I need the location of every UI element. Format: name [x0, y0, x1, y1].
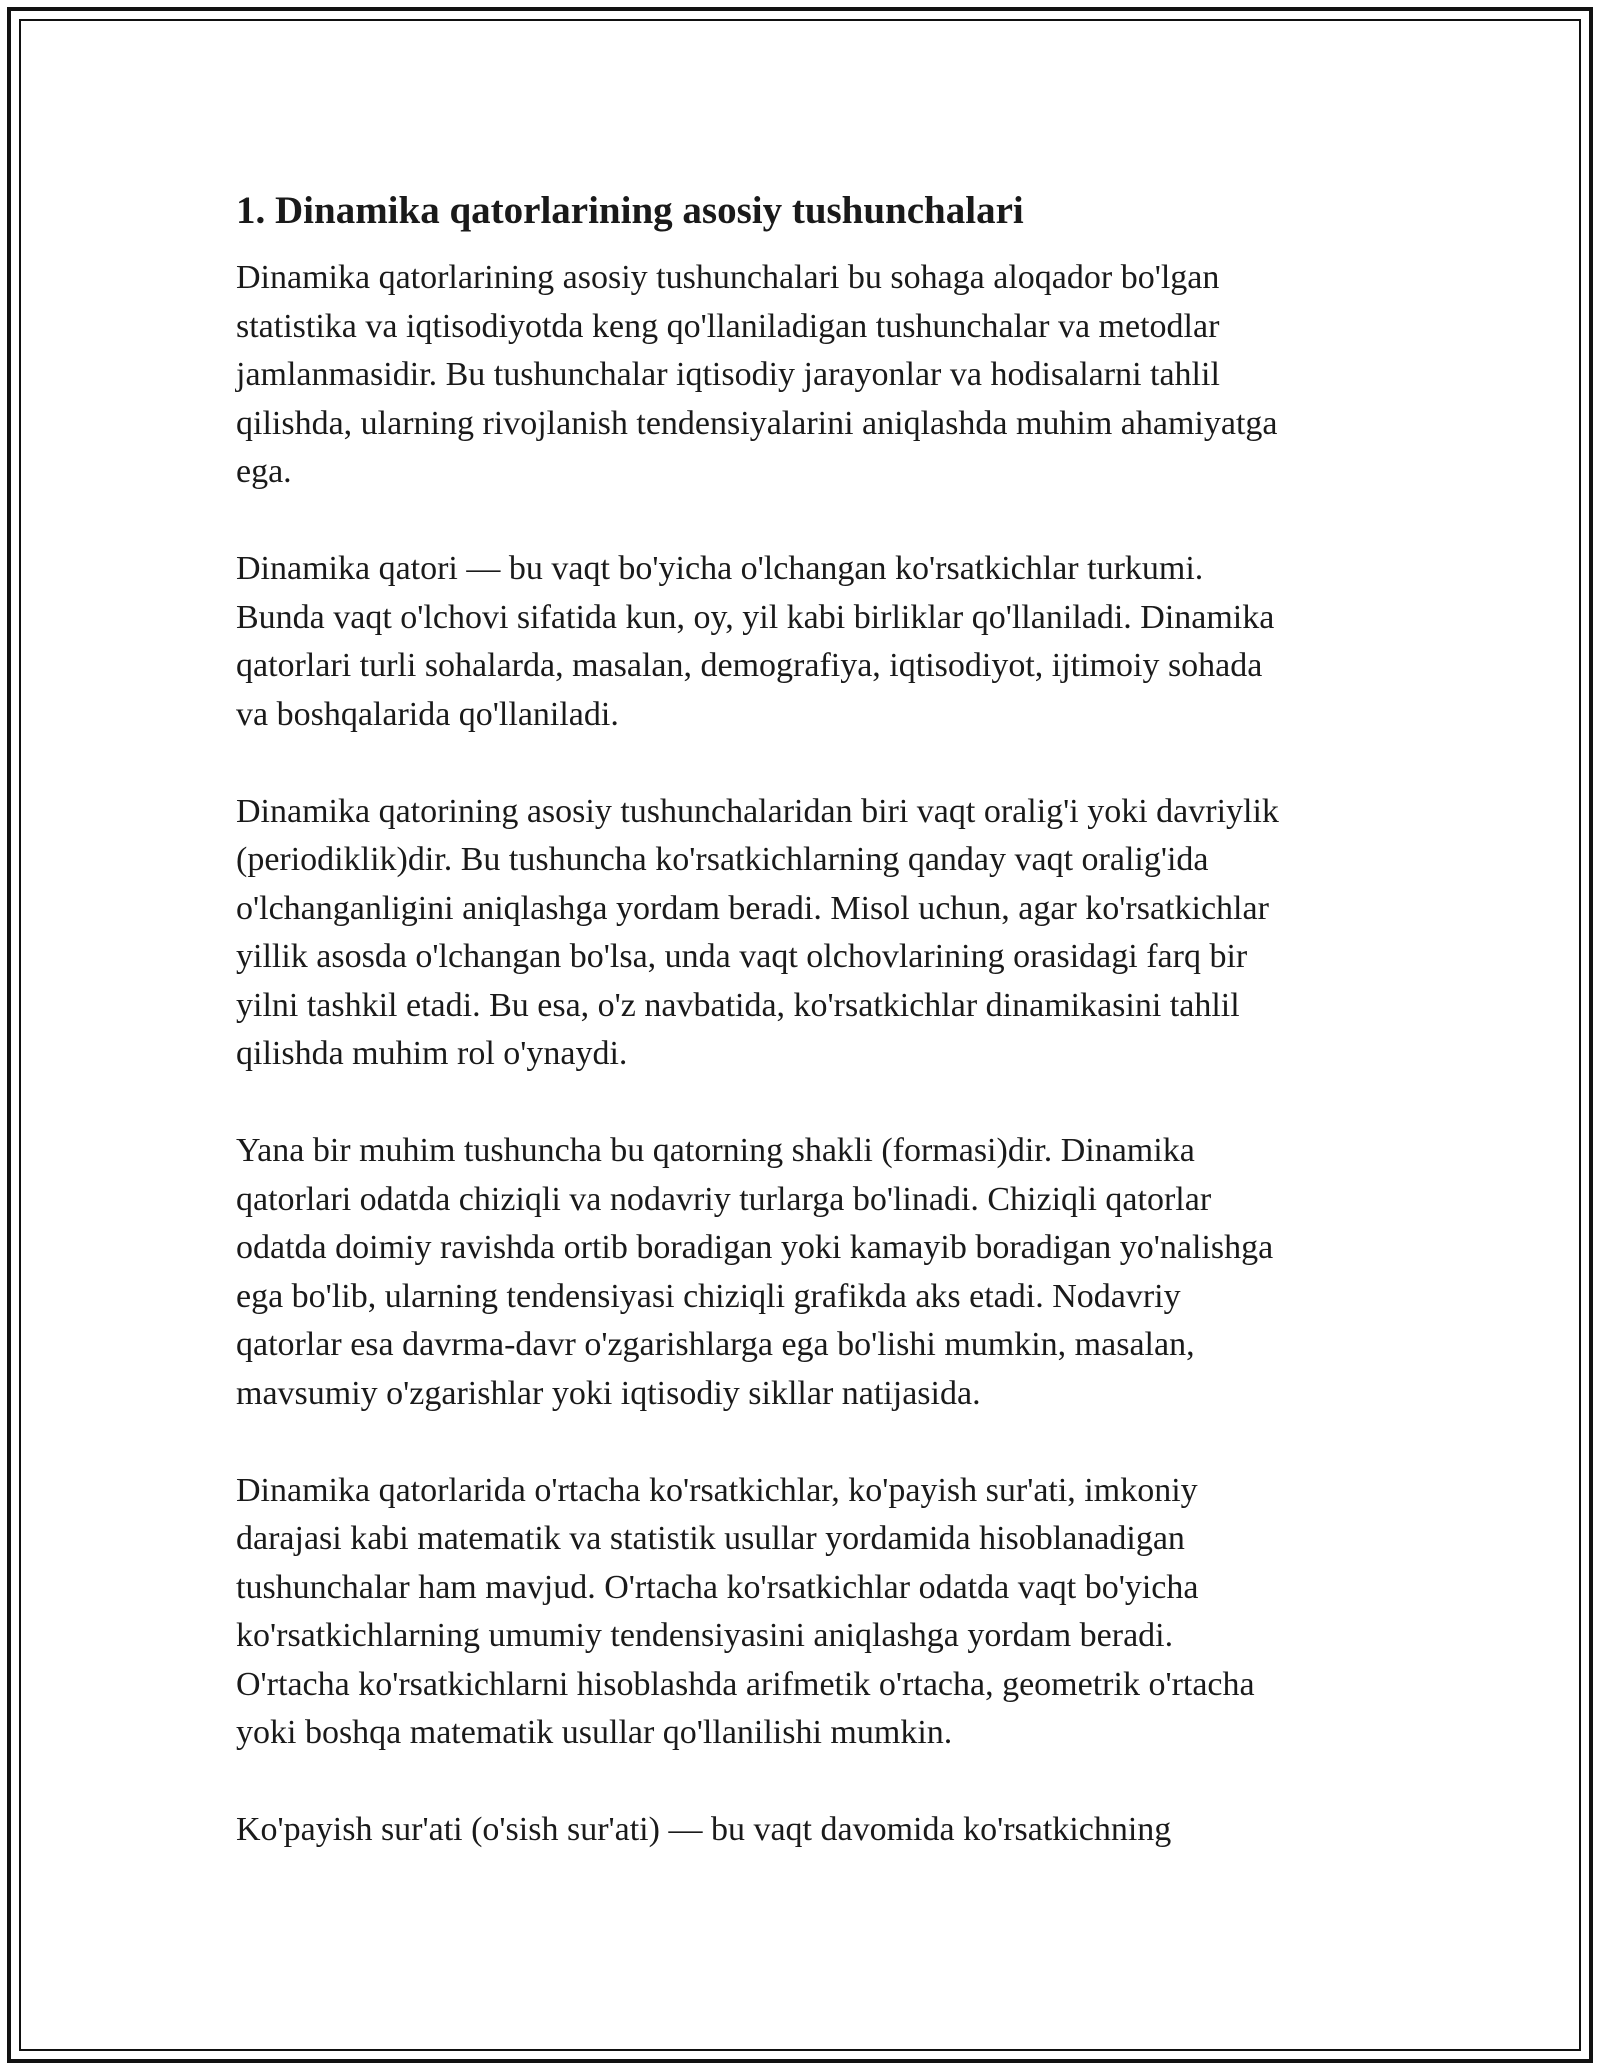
paragraph-line: Dinamika qatorlarida o'rtacha ko'rsatkichlar, ko'payish sur'ati, imkoniy — [236, 1471, 1198, 1509]
paragraph-line: o'lchanganligini aniqlashga yordam beradi. Misol uchun, agar ko'rsatkichlar — [236, 889, 1269, 927]
paragraph-line: jamlanmasidir. Bu tushunchalar iqtisodiy jarayonlar va hodisalarni tahlil — [236, 356, 1220, 393]
paragraph-line: qatorlar esa davrma-davr o'zgarishlarga ega bo'lishi mumkin, masalan, — [236, 1326, 1195, 1363]
document-body — [236, 186, 1386, 1903]
section-heading: 1. Dinamika qatorlarining asosiy tushunchalari — [236, 189, 1024, 232]
paragraph-line: ega. — [236, 453, 292, 490]
paragraph-line: qatorlari odatda chiziqli va nodavriy turlarga bo'linadi. Chiziqli qatorlar — [236, 1180, 1212, 1218]
paragraph-form — [236, 1127, 1386, 1418]
paragraph-line: qilishda, ularning rivojlanish tendensiyalarini aniqlashda muhim ahamiyatga — [236, 404, 1278, 442]
paragraph-averages — [236, 1467, 1386, 1758]
paragraph-growth-rate — [236, 1806, 1386, 1855]
paragraph-line: tushunchalar ham mavjud. O'rtacha ko'rsatkichlar odatda vaqt bo'yicha — [236, 1568, 1199, 1606]
paragraph-line: qilishda muhim rol o'ynaydi. — [236, 1035, 628, 1072]
paragraph-line: O'rtacha ko'rsatkichlarni hisoblashda arifmetik o'rtacha, geometrik o'rtacha — [236, 1665, 1255, 1703]
paragraph-definition — [236, 545, 1386, 739]
paragraph-intro — [236, 254, 1386, 497]
paragraph-line: Ko'payish sur'ati (o'sish sur'ati) — bu vaqt davomida ko'rsatkichning — [236, 1811, 1172, 1848]
paragraph-line: (periodiklik)dir. Bu tushuncha ko'rsatkichlarning qanday vaqt oralig'ida — [236, 841, 1209, 878]
paragraph-line: ega bo'lib, ularning tendensiyasi chiziqli grafikda aks etadi. Nodavriy — [236, 1277, 1181, 1315]
paragraph-line: Dinamika qatori — bu vaqt bo'yicha o'lchangan ko'rsatkichlar turkumi. — [236, 550, 1204, 587]
paragraph-line: ko'rsatkichlarning umumiy tendensiyasini aniqlashga yordam beradi. — [236, 1617, 1174, 1654]
paragraph-line: mavsumiy o'zgarishlar yoki iqtisodiy sikllar natijasida. — [236, 1374, 981, 1412]
paragraph-line: Dinamika qatorlarining asosiy tushunchalari bu sohaga aloqador bo'lgan — [236, 259, 1220, 296]
paragraph-line: yoki boshqa matematik usullar qo'llanilishi mumkin. — [236, 1714, 953, 1751]
paragraph-periodicity — [236, 788, 1386, 1079]
paragraph-line: Yana bir muhim tushuncha bu qatorning shakli (formasi)dir. Dinamika — [236, 1132, 1195, 1169]
paragraph-line: odatda doimiy ravishda ortib boradigan yoki kamayib boradigan yo'nalishga — [236, 1229, 1274, 1266]
paragraph-line: statistika va iqtisodiyotda keng qo'llaniladigan tushunchalar va metodlar — [236, 307, 1220, 345]
paragraph-line: qatorlari turli sohalarda, masalan, demografiya, iqtisodiyot, ijtimoiy sohada — [236, 647, 1263, 684]
paragraph-line: yilni tashkil etadi. Bu esa, o'z navbatida, ko'rsatkichlar dinamikasini tahlil — [236, 986, 1240, 1024]
paragraph-line: Bunda vaqt o'lchovi sifatida kun, oy, yil kabi birliklar qo'llaniladi. Dinamika — [236, 598, 1275, 636]
paragraph-line: darajasi kabi matematik va statistik usullar yordamida hisoblanadigan — [236, 1520, 1185, 1557]
paragraph-line: Dinamika qatorining asosiy tushunchalaridan biri vaqt oralig'i yoki davriylik — [236, 792, 1279, 830]
paragraph-line: va boshqalarida qo'llaniladi. — [236, 695, 619, 733]
paragraph-line: yillik asosda o'lchangan bo'lsa, unda vaqt olchovlarining orasidagi farq bir — [236, 938, 1248, 975]
